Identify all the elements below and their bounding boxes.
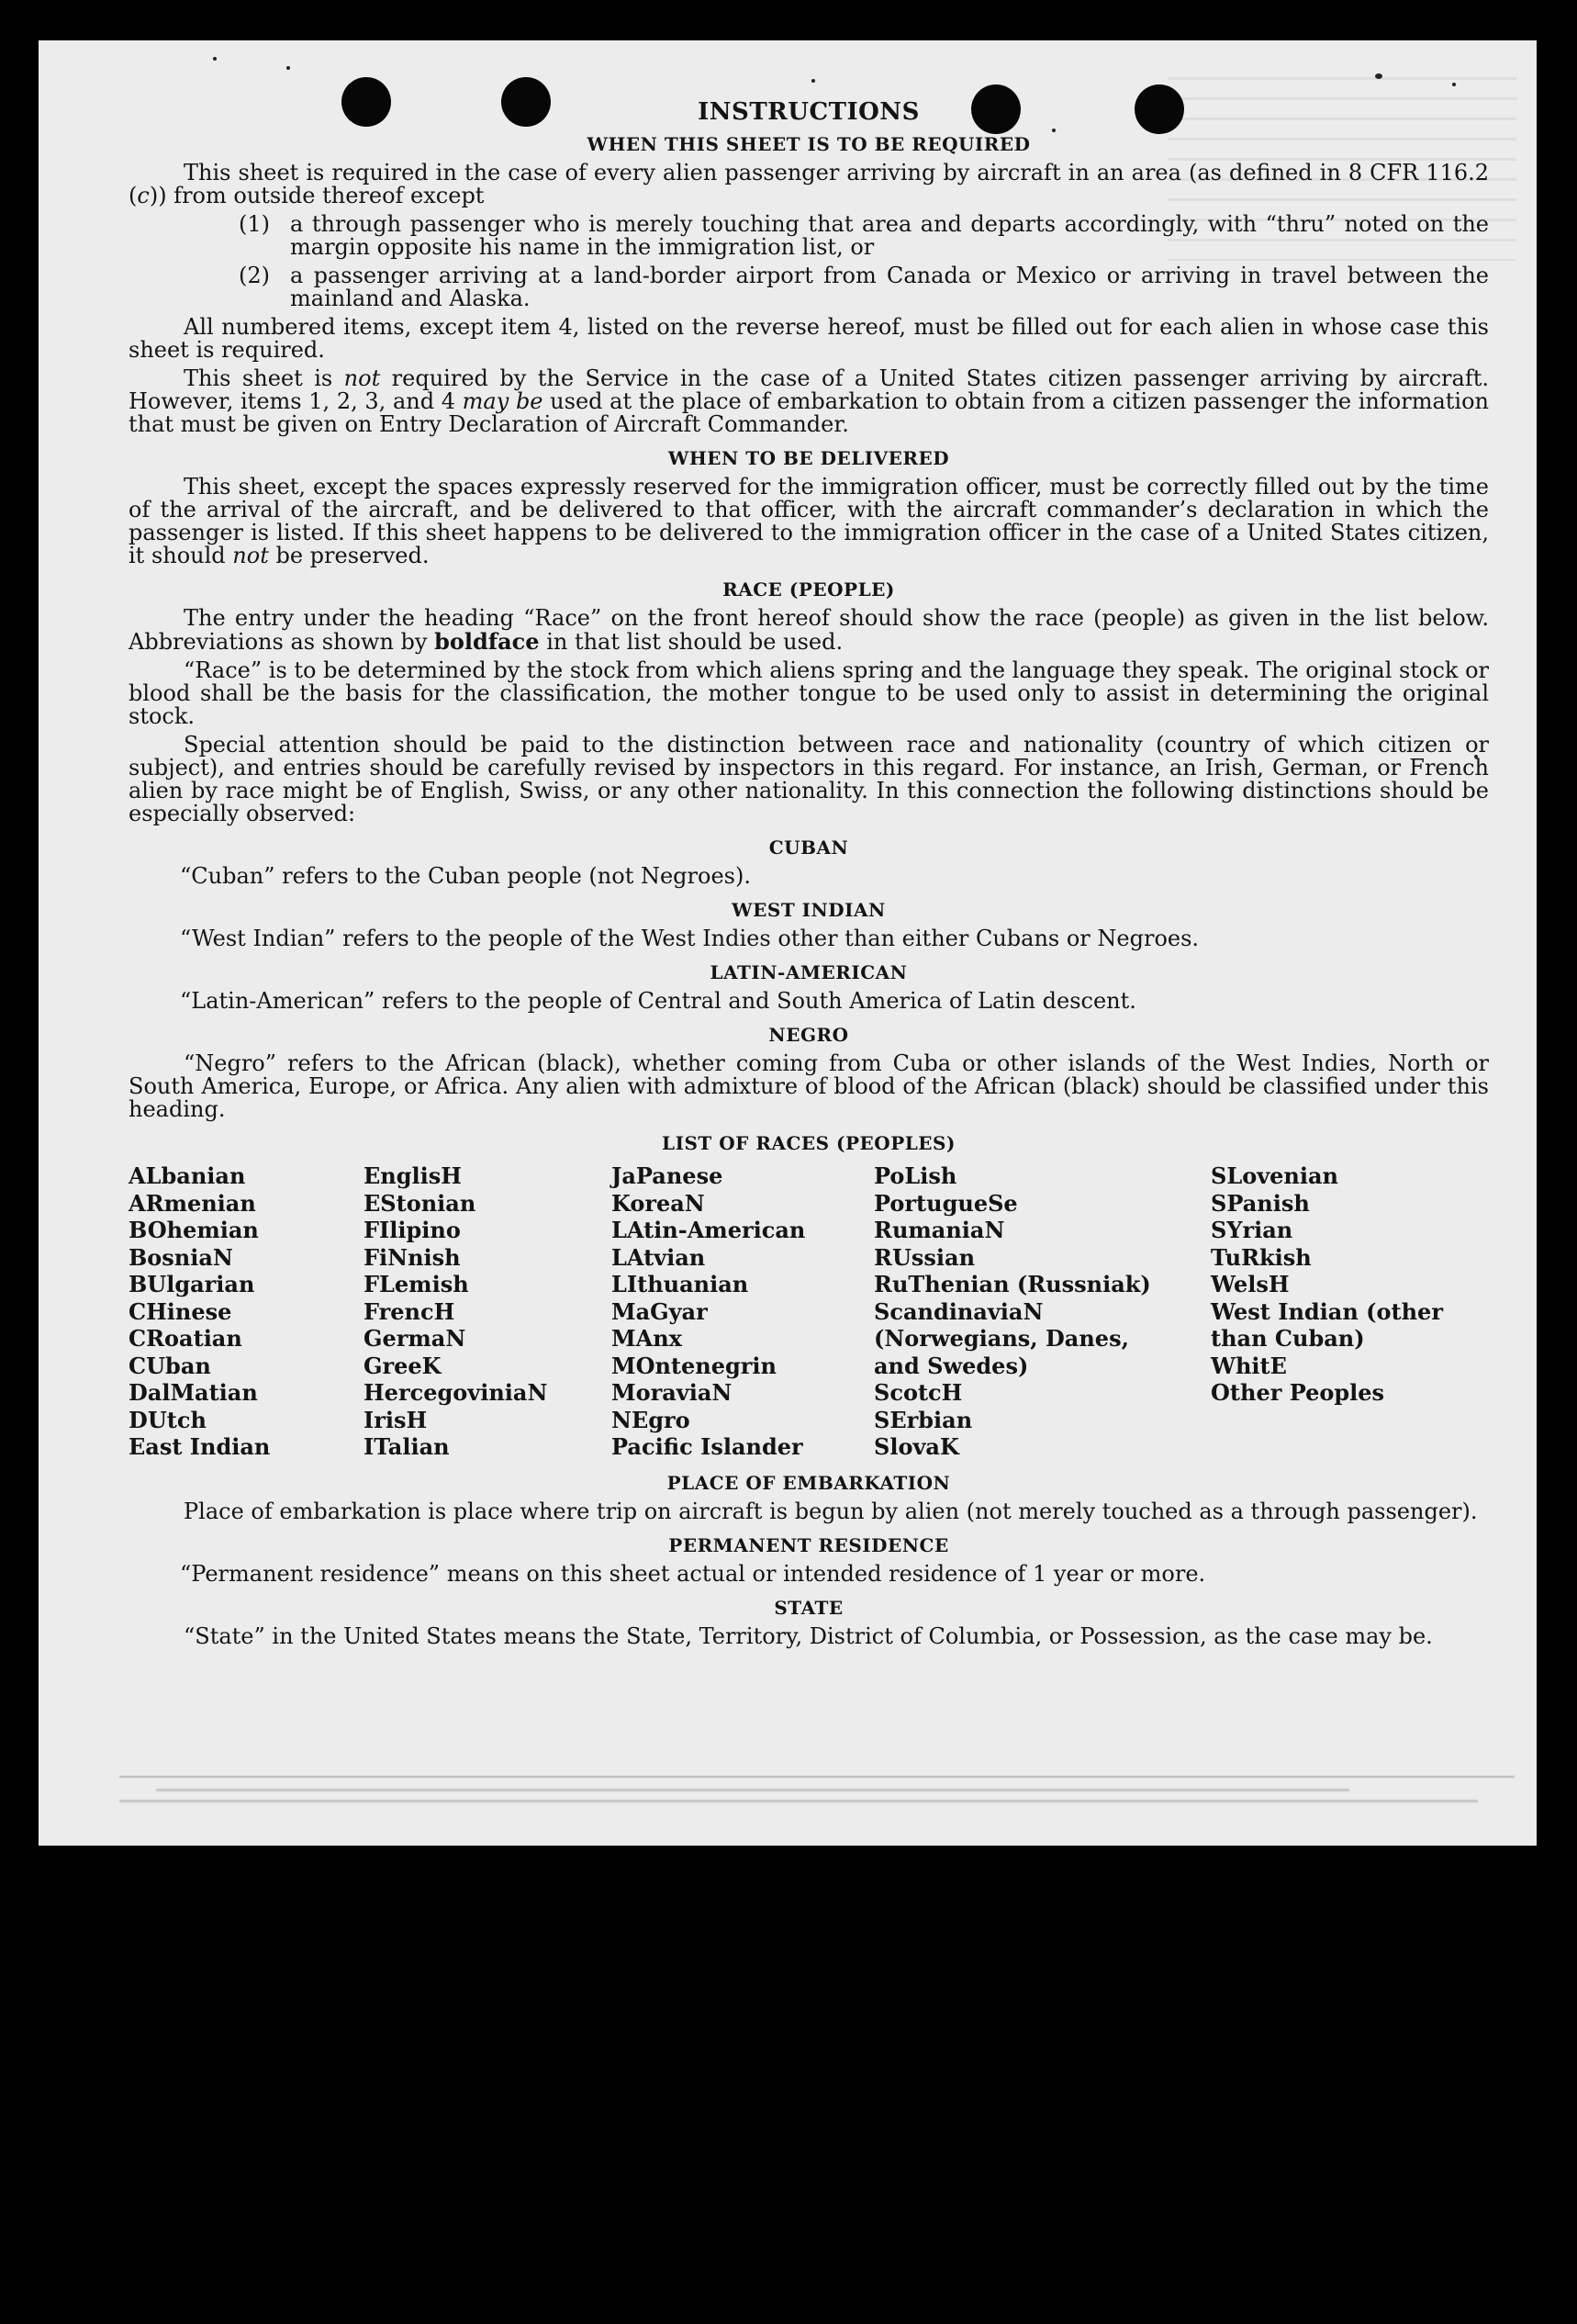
paragraph-race-3: Special attention should be paid to the distinction between race and nationality (country of which citizen or subject), and entries should be carefully revised by inspectors in this regard. For instance, an Irish, German, or French alien by race might be of English, Swiss, or any other nationality. In this connection the following distinctions should be especially observed: — [129, 732, 1489, 826]
race-entry: LAtin-American — [611, 1217, 806, 1243]
definition-cuban: “Cuban” refers to the Cuban people (not Negroes). — [180, 863, 751, 889]
race-entry: FiNnish — [363, 1243, 461, 1271]
section-heading: NEGRO — [768, 1024, 849, 1046]
race-entry: EStonian — [363, 1189, 476, 1217]
section-heading: PERMANENT RESIDENCE — [668, 1533, 949, 1556]
section-heading: LIST OF RACES (PEOPLES) — [662, 1132, 956, 1154]
race-entry: GreeK — [363, 1352, 442, 1379]
race-entry: CHinese — [129, 1297, 232, 1325]
race-entry: GermaN — [363, 1325, 466, 1352]
race-entry: PortugueSe — [874, 1189, 1018, 1217]
section-heading: RACE (PEOPLE) — [722, 578, 895, 601]
race-entry: ScandinaviaN (Norwegians, Danes, and Swedes) — [874, 1297, 1129, 1379]
race-entry: FIlipino — [363, 1217, 461, 1243]
exception-item-1: (1) a through passenger who is merely touching that area and departs accordingly, with “thru” noted on the margin opposite his name in the immigration list, or — [239, 211, 1489, 260]
speck — [811, 79, 815, 83]
section-heading: WHEN TO BE DELIVERED — [667, 447, 950, 469]
paragraph-race-2: “Race” is to be determined by the stock from which aliens spring and the language they speak. The original stock or blood shall be the basis for the classification, the mother tongue to be used only to assist in determining the original stock. — [129, 657, 1489, 729]
race-entry: FrencH — [363, 1297, 455, 1325]
race-entry: SPanish — [1211, 1189, 1310, 1217]
race-entry: RumaniaN — [874, 1217, 1005, 1243]
paragraph-residence: “Permanent residence” means on this sheet actual or intended residence of 1 year or more. — [180, 1560, 1206, 1587]
race-entry: WelsH — [1211, 1271, 1290, 1297]
section-heading: STATE — [774, 1596, 844, 1619]
race-entry: EnglisH — [363, 1162, 462, 1189]
section-heading: PLACE OF EMBARKATION — [666, 1471, 951, 1494]
race-entry: BOhemian — [129, 1217, 259, 1243]
race-entry: DUtch — [129, 1406, 207, 1433]
paragraph-numbered-items: All numbered items, except item 4, listed on the reverse hereof, must be filled out for each alien in whose case this sheet is required. — [129, 314, 1489, 363]
race-column — [129, 1162, 363, 1461]
race-entry: TuRkish — [1211, 1243, 1312, 1271]
race-list — [129, 1162, 1489, 1461]
race-entry: CRoatian — [129, 1325, 242, 1352]
race-entry: LAtvian — [611, 1243, 706, 1271]
race-entry: MOntenegrin — [611, 1352, 777, 1379]
exception-item-2: (2) a passenger arriving at a land-border airport from Canada or Mexico or arriving in travel between the mainland and Alaska. — [239, 263, 1489, 311]
section-heading: CUBAN — [768, 836, 849, 859]
race-entry: NEgro — [611, 1406, 690, 1433]
race-entry: IrisH — [363, 1406, 428, 1433]
race-entry: BUlgarian — [129, 1271, 255, 1297]
race-entry: ScotcH — [874, 1379, 963, 1406]
race-entry: DalMatian — [129, 1379, 258, 1406]
race-entry: WhitE — [1211, 1352, 1287, 1379]
race-entry: JaPanese — [611, 1162, 723, 1189]
race-entry: BosniaN — [129, 1243, 233, 1271]
paragraph-state: “State” in the United States means the State, Territory, District of Columbia, or Possession, as the case may be. — [184, 1622, 1433, 1649]
race-entry: ITalian — [363, 1433, 450, 1460]
instructions-content — [129, 98, 1489, 1654]
race-entry: PoLish — [874, 1162, 957, 1189]
page-title: INSTRUCTIONS — [698, 98, 920, 126]
race-column — [1211, 1162, 1489, 1461]
race-entry: ALbanian — [129, 1162, 246, 1189]
paragraph-embarkation: Place of embarkation is place where trip on aircraft is begun by alien (not merely touched as a through passenger). — [184, 1498, 1478, 1524]
definition-negro: “Negro” refers to the African (black), whether coming from Cuba or other islands of the West Indies, North or South America, Europe, or Africa. Any alien with admixture of blood of the African (black) should be classified under this heading. — [129, 1050, 1489, 1122]
race-entry: SYrian — [1211, 1217, 1293, 1243]
paragraph-race-1: The entry under the heading “Race” on the front hereof should show the race (people) as given in the list below. Abbreviations as shown by boldface in that list should be used. — [129, 605, 1489, 655]
race-entry: SErbian — [874, 1406, 973, 1433]
race-entry: MoraviaN — [611, 1379, 733, 1406]
race-entry: FLemish — [363, 1271, 469, 1297]
race-entry: SLovenian — [1211, 1162, 1338, 1189]
faded-footer-bleed — [119, 1772, 1515, 1813]
section-heading: WHEN THIS SHEET IS TO BE REQUIRED — [587, 133, 1031, 155]
race-entry: RUssian — [874, 1243, 976, 1271]
paragraph-citizen: This sheet is not required by the Service in the case of a United States citizen passenger arriving by aircraft. However, items 1, 2, 3, and 4 may be used at the place of embarkation to obtain from a citizen passenger the information that must be given on Entry Declaration of Aircraft Commander. — [129, 365, 1489, 437]
race-entry: MAnx — [611, 1325, 682, 1352]
speck — [286, 66, 290, 70]
document-sheet — [39, 40, 1537, 1846]
speck — [1375, 73, 1382, 79]
race-entry: SlovaK — [874, 1433, 959, 1460]
race-column — [611, 1162, 874, 1461]
race-entry: ARmenian — [129, 1189, 256, 1217]
definition-latin-american: “Latin-American” refers to the people of Central and South America of Latin descent. — [180, 988, 1136, 1014]
race-entry: Pacific Islander — [611, 1433, 803, 1460]
race-entry: MaGyar — [611, 1297, 708, 1325]
race-entry: HercegoviniaN — [363, 1379, 548, 1406]
race-entry: RuThenian (Russniak) — [874, 1271, 1151, 1297]
section-heading: LATIN-AMERICAN — [710, 961, 908, 983]
race-entry: CUban — [129, 1352, 211, 1379]
definition-west-indian: “West Indian” refers to the people of the West Indies other than either Cubans or Negroes. — [180, 926, 1200, 951]
section-heading: WEST INDIAN — [732, 899, 886, 921]
race-entry: LIthuanian — [611, 1271, 749, 1297]
race-column — [874, 1162, 1211, 1461]
race-column — [363, 1162, 611, 1461]
race-entry: Other Peoples — [1211, 1379, 1385, 1406]
race-entry: KoreaN — [611, 1189, 705, 1217]
paragraph-required: This sheet is required in the case of every alien passenger arriving by aircraft in an area (as defined in 8 CFR 116.2 (c)) from outside thereof except — [129, 160, 1489, 208]
speck — [1452, 83, 1456, 86]
race-entry: West Indian (other than Cuban) — [1211, 1297, 1443, 1352]
race-entry: East Indian — [129, 1433, 271, 1460]
paragraph-delivered: This sheet, except the spaces expressly reserved for the immigration officer, must be correctly filled out by the time of the arrival of the aircraft, and be delivered to that officer, with the aircraft commander’s declaration in which the passenger is listed. If this sheet happens to be delivered to the immigration officer in the case of a United States citizen, it should not be preserved. — [129, 474, 1489, 568]
speck — [213, 57, 217, 61]
